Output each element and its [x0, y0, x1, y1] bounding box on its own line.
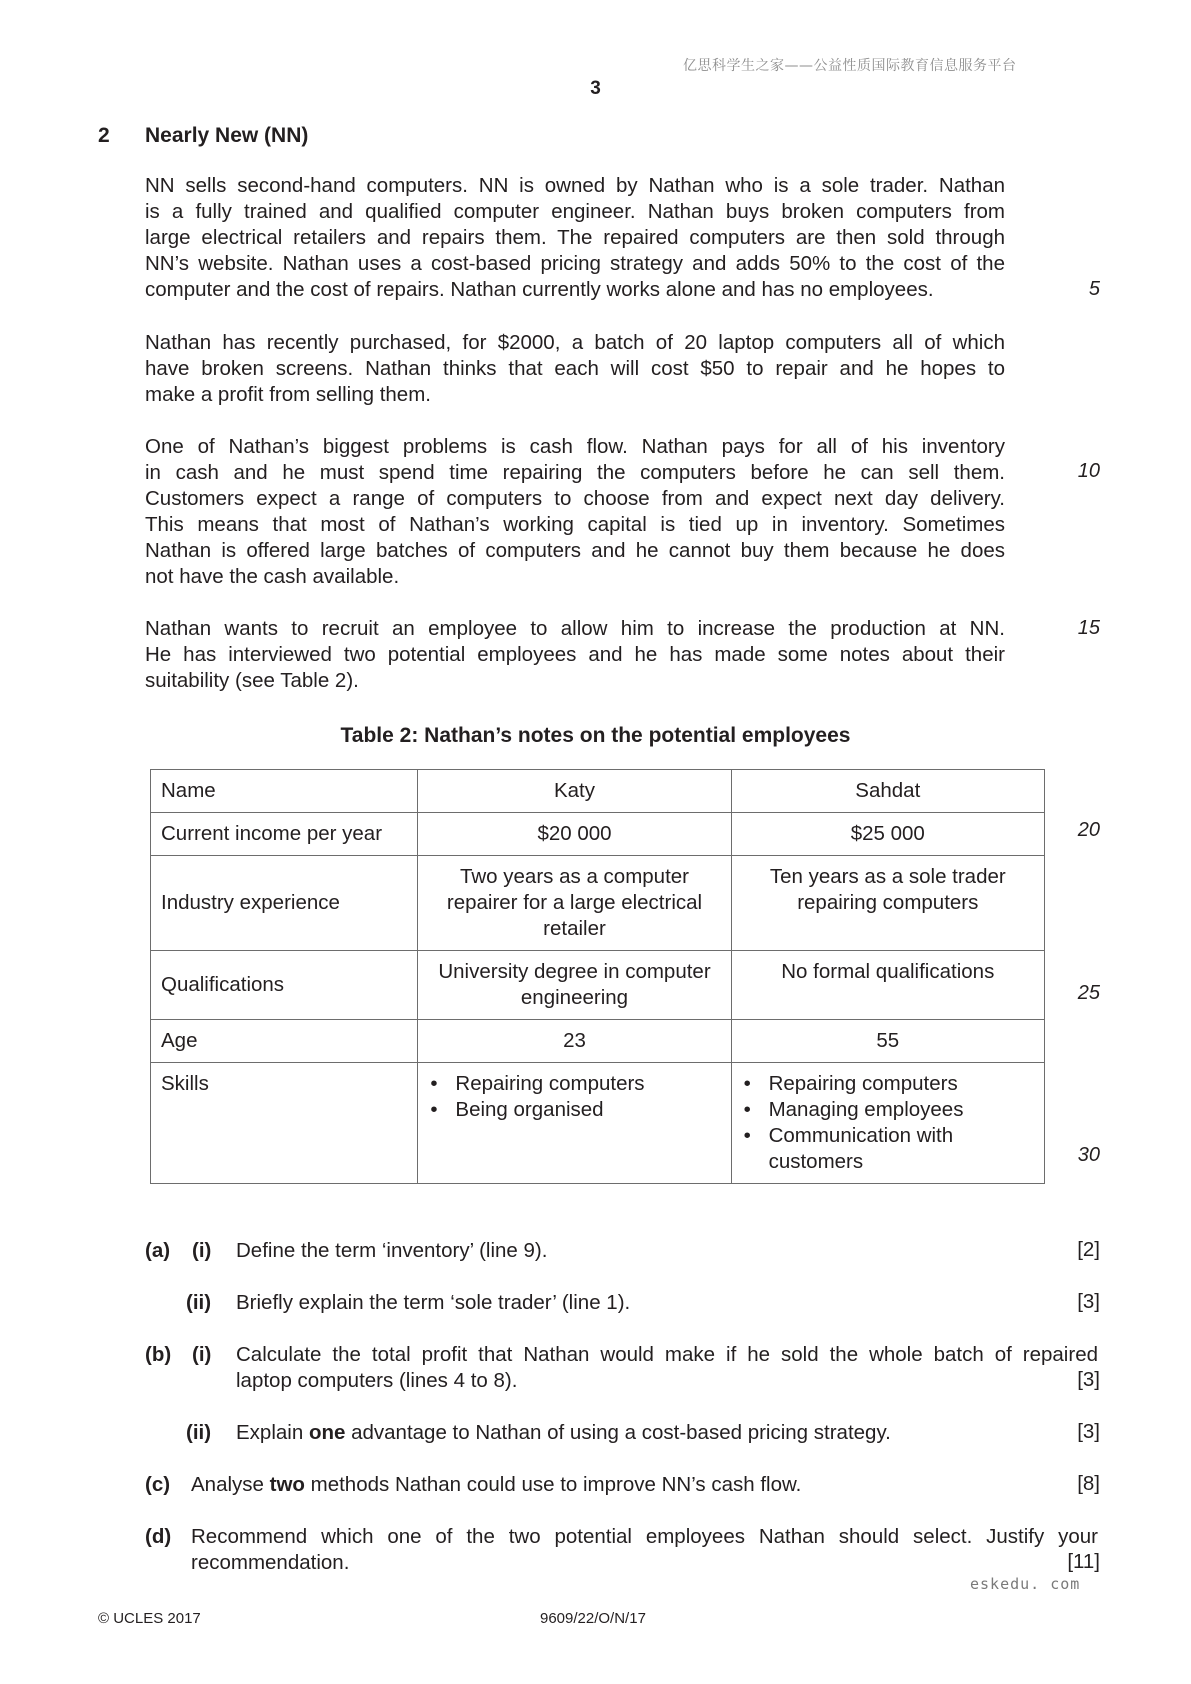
- paragraph-2: [145, 330, 1005, 408]
- row-label: Skills: [151, 1063, 418, 1184]
- line-number: 5: [1088, 278, 1100, 300]
- part-a-label: (a): [145, 1239, 171, 1262]
- site-watermark: eskedu. com: [970, 1575, 1081, 1593]
- part-a-ii-text: Briefly explain the term ‘sole trader’ (line 1).: [236, 1291, 631, 1314]
- question-line: Calculate the total profit that Nathan would make if he sold the whole batch of repaired: [236, 1343, 1098, 1366]
- paragraph-line: have broken screens. Nathan thinks that each will cost $50 to repair and he hopes to: [145, 357, 1005, 380]
- table-row: [151, 770, 1045, 813]
- paragraph-line: suitability (see Table 2).: [145, 669, 359, 692]
- part-a-ii-label: (ii): [186, 1291, 212, 1314]
- sahdat-cell: Ten years as a sole trader repairing computers: [731, 856, 1044, 951]
- sahdat-cell: No formal qualifications: [731, 951, 1044, 1020]
- line-number: 20: [1077, 819, 1100, 841]
- watermark-text: 亿思科学生之家——公益性质国际教育信息服务平台: [683, 58, 1017, 74]
- part-a-i-label: (i): [192, 1239, 212, 1262]
- table-row: [151, 856, 1045, 951]
- part-b-ii-text: [236, 1420, 891, 1446]
- paragraph-line: in cash and he must spend time repairing the computers before he can sell them.: [145, 461, 1005, 484]
- row-label: Name: [151, 770, 418, 813]
- emphasis: two: [269, 1473, 305, 1496]
- row-label: Age: [151, 1020, 418, 1063]
- line-number: 30: [1077, 1144, 1100, 1166]
- paragraph-line: Nathan has recently purchased, for $2000, a batch of 20 laptop computers all of which: [145, 331, 1005, 354]
- table-row: [151, 813, 1045, 856]
- part-c-text: [191, 1472, 801, 1498]
- question-number: 2: [98, 124, 110, 147]
- list-item: • Being organised: [428, 1097, 720, 1123]
- paragraph-3: [145, 434, 1005, 590]
- paragraph-line: Nathan wants to recruit an employee to allow him to increase the production at NN.: [145, 617, 1005, 640]
- katy-cell: University degree in computer engineering: [418, 951, 731, 1020]
- table-row: [151, 1020, 1045, 1063]
- sahdat-cell: Sahdat: [731, 770, 1044, 813]
- sahdat-cell: 55: [731, 1020, 1044, 1063]
- line-number: 15: [1077, 617, 1100, 639]
- text-run: advantage to Nathan of using a cost-based pricing strategy.: [345, 1421, 891, 1444]
- paragraph-line: make a profit from selling them.: [145, 383, 431, 406]
- paragraph-line: is a fully trained and qualified computer engineer. Nathan buys broken computers from: [145, 200, 1005, 223]
- sahdat-cell: [731, 1063, 1044, 1184]
- question-line: Recommend which one of the two potential employees Nathan should select. Justify your: [191, 1525, 1098, 1548]
- part-a-ii-mark: [3]: [1077, 1290, 1100, 1313]
- paragraph-line: Nathan is offered large batches of computers and he cannot buy them because he does: [145, 539, 1005, 562]
- part-c-label: (c): [145, 1473, 171, 1496]
- table-row: [151, 951, 1045, 1020]
- footer-copyright: © UCLES 2017: [98, 1610, 201, 1627]
- part-a-i-mark: [2]: [1077, 1238, 1100, 1261]
- text-run: Explain: [236, 1421, 309, 1444]
- part-d-label: (d): [145, 1525, 172, 1548]
- part-b-ii-label: (ii): [186, 1421, 212, 1444]
- row-label: Current income per year: [151, 813, 418, 856]
- employee-notes-table: [150, 769, 1045, 1184]
- part-b-ii-mark: [3]: [1077, 1420, 1100, 1443]
- text-run: methods Nathan could use to improve NN’s cash flow.: [304, 1473, 802, 1496]
- paragraph-line: NN’s website. Nathan uses a cost-based pricing strategy and adds 50% to the cost of the: [145, 252, 1005, 275]
- part-b-label: (b): [145, 1343, 172, 1366]
- katy-cell: Two years as a computer repairer for a large electrical retailer: [418, 856, 731, 951]
- katy-cell: Katy: [418, 770, 731, 813]
- paragraph-line: NN sells second-hand computers. NN is owned by Nathan who is a sole trader. Nathan: [145, 174, 1005, 197]
- list-item: • Managing employees: [742, 1097, 1034, 1123]
- paragraph-line: One of Nathan’s biggest problems is cash flow. Nathan pays for all of his inventory: [145, 435, 1005, 458]
- katy-cell: $20 000: [418, 813, 731, 856]
- part-b-i-mark: [3]: [1077, 1368, 1100, 1391]
- list-item: • Repairing computers: [742, 1071, 1034, 1097]
- katy-skills-list: [428, 1071, 720, 1123]
- emphasis: one: [308, 1421, 346, 1444]
- paragraph-line: computer and the cost of repairs. Nathan currently works alone and has no employees.: [145, 278, 934, 301]
- paragraph-line: large electrical retailers and repairs them. The repaired computers are then sold through: [145, 226, 1005, 249]
- question-title: Nearly New (NN): [145, 124, 309, 147]
- paragraph-1: [145, 173, 1005, 303]
- footer-code: 9609/22/O/N/17: [540, 1610, 646, 1627]
- part-b-i-text: [236, 1342, 1098, 1394]
- part-a-i-text: Define the term ‘inventory’ (line 9).: [236, 1239, 548, 1262]
- table-caption: Table 2: Nathan’s notes on the potential employees: [340, 724, 851, 747]
- part-c-mark: [8]: [1077, 1472, 1100, 1495]
- list-item: • Repairing computers: [428, 1071, 720, 1097]
- row-label: Industry experience: [151, 856, 418, 951]
- row-label: Qualifications: [151, 951, 418, 1020]
- list-item: • Communication with customers: [742, 1123, 1034, 1175]
- paragraph-line: This means that most of Nathan’s working capital is tied up in inventory. Sometimes: [145, 513, 1005, 536]
- paragraph-line: He has interviewed two potential employees and he has made some notes about their: [145, 643, 1005, 666]
- question-line: laptop computers (lines 4 to 8).: [236, 1369, 518, 1392]
- paragraph-4: [145, 616, 1005, 694]
- table-row: [151, 1063, 1045, 1184]
- part-d-text: [191, 1524, 1098, 1576]
- katy-cell: 23: [418, 1020, 731, 1063]
- sahdat-cell: $25 000: [731, 813, 1044, 856]
- part-b-i-label: (i): [192, 1343, 212, 1366]
- paragraph-line: Customers expect a range of computers to choose from and expect next day delivery.: [145, 487, 1005, 510]
- katy-cell: [418, 1063, 731, 1184]
- page-number: 3: [590, 78, 601, 99]
- text-run: Analyse: [191, 1473, 270, 1496]
- part-d-mark: [11]: [1067, 1550, 1100, 1573]
- line-number: 10: [1077, 460, 1100, 482]
- question-line: recommendation.: [191, 1551, 350, 1574]
- paragraph-line: not have the cash available.: [145, 565, 400, 588]
- sahdat-skills-list: [742, 1071, 1034, 1175]
- line-number: 25: [1077, 982, 1100, 1004]
